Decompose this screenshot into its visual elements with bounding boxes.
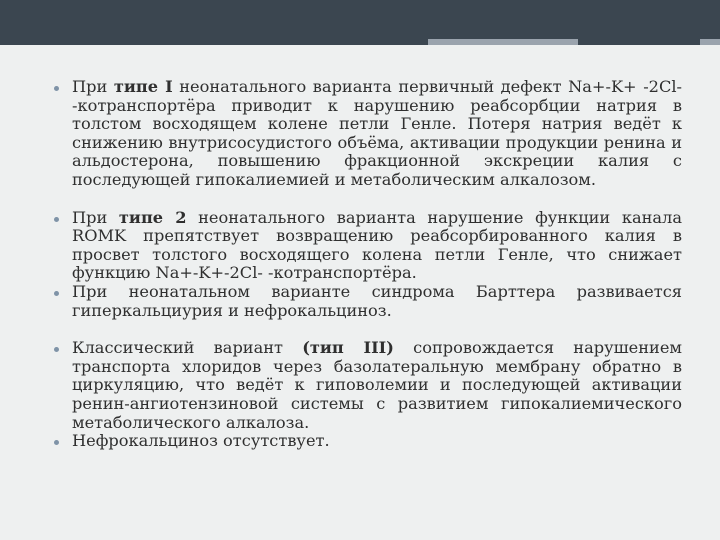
bullet-text: При: [72, 207, 119, 227]
bullet-text: неонатального варианта первичный дефект Na+-K+ -2Cl- -котранспортёра приводит к нарушению реабсорбции натрия в толстом восходящем колене петли Генле. Потеря натрия ведёт к снижению внутрисосудистого объёма, активации продукции ренина и альдостерона, повышению фракционной экскреции калия с последующей гипокалиемией и метаболическим алкалозом.: [72, 77, 682, 189]
bullet-item: [22, 432, 682, 451]
bullet-bold-text: типе 2: [118, 207, 187, 227]
bullet-item: [22, 209, 682, 283]
bullet-text: При неонатальном варианте синдрома Барттера развивается гиперкальциурия и нефрокальциноз.: [72, 281, 682, 320]
bullet-text: неонатального варианта нарушение функции канала ROMK препятствует возвращению реабсорбированного калия в просвет толстого восходящего колена петли Генле, что снижает функцию Na+-K+-2Cl- -котранспортёра.: [72, 207, 682, 283]
bullet-item: [22, 283, 682, 320]
bullet-bold-text: типе I: [113, 77, 173, 96]
bullet-text: сопровождается нарушением транспорта хлоридов через базолатеральную мембрану обратно в циркуляцию, что ведёт к гиповолемии и последующей активации ренин-ангиотензиновой системы с развитием гипокалиемического метаболического алкалоза.: [72, 338, 682, 432]
bullet-item: [22, 78, 682, 190]
title-band: [0, 0, 720, 45]
bullet-bold-text: (тип III): [302, 338, 394, 358]
bullet-text: Классический вариант: [72, 338, 303, 358]
title-accent-bar: [428, 39, 578, 45]
bullet-dot-icon: [54, 347, 59, 352]
bullet-dot-icon: [54, 291, 59, 296]
slide-body: [22, 78, 682, 451]
bullet-dot-icon: [54, 86, 59, 91]
bullet-dot-icon: [54, 217, 59, 222]
bullet-text: При: [72, 77, 114, 96]
bullet-dot-icon: [54, 440, 59, 445]
bullet-item: [22, 339, 682, 432]
title-accent-bar-right: [700, 39, 720, 45]
bullet-text: Нефрокальциноз отсутствует.: [72, 431, 330, 451]
